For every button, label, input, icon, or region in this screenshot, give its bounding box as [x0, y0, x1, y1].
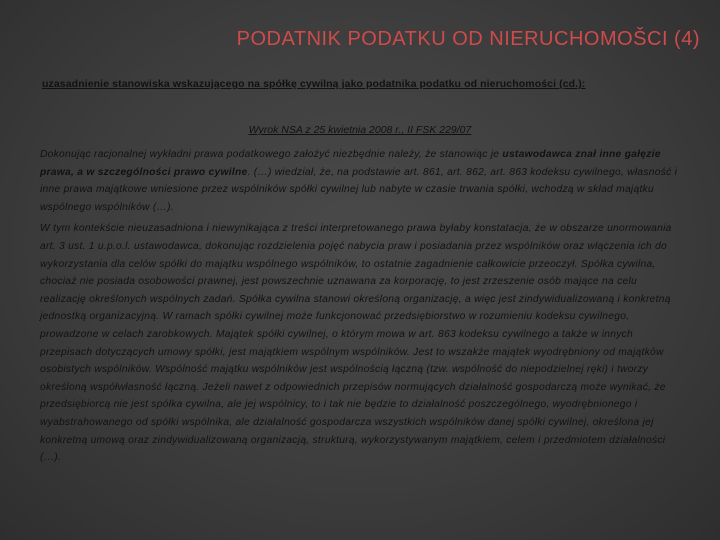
paragraph-1-bold: ustawodawca znał inne gałęzie prawa, a w szczególności prawo cywilne — [40, 149, 661, 178]
slide-title: PODATNIK PODATKU OD NIERUCHOMOŠCI (4) — [236, 28, 700, 50]
paragraph-1-part-2: . (…) wiedział, że, na podstawie art. 861, art. 862, art. 863 kodeksu cywilnego, własność i inne prawa majątkowe wniesione przez wspólników spółki cywilnej lub nabyte w czasie trwania spółki, wchodzą w skład majątku wspólnego wspólników (…). — [40, 166, 678, 213]
paragraph-1-part-1: Dokonując racjonalnej wykładni prawa podatkowego założyć niezbędnie należy, że stanowiąc je — [40, 149, 503, 160]
paragraph-1 — [40, 146, 685, 216]
slide-body — [40, 146, 685, 471]
paragraph-2: W tym kontekście nieuzasadniona i niewynikająca z treści interpretowanego prawa byłaby konstatacja, że w obszarze unormowania art. 3 ust. 1 u.p.o.l. ustawodawca, dokonując rozdzielenia pojęć nabycia praw i posiadania przez wspólników oraz włączenia ich do wykorzystania dla celów spółki do majątku wspólnego wspólników, to ostatnie zagadnienie całkowicie przeoczył. Spółka cywilna, chociaż nie posiada osobowości prawnej, jest powszechnie uznawana za korporację, to jest zrzeszenie osób mające na celu realizację określonych wspólnych zadań. Spółka cywilna stanowi określoną organizację, a więc jest zindywidualizowaną i konkretną jednostką organizacyjną. W ramach spółki cywilnej może funkcjonować przedsiębiorstwo w rozumieniu kodeksu cywilnego, prowadzone w celach zarobkowych. Majątek spółki cywilnej, o którym mowa w art. 863 kodeksu cywilnego a także w innych przepisach dotyczących umowy spółki, jest majątkiem wspólnym wspólników. Jest to wszakże majątek wyodrębniony od majątków osobistych wspólników. Wspólność majątku wspólników jest wspólnością łączną (tzw. wspólność do niepodzielnej ręki) i tworzy określoną współwłasność łączną. Jeżeli nawet z odpowiednich przepisów normujących działalność gospodarczą może wynikać, że przedsiębiorcą nie jest spółka cywilna, ale jej wspólnicy, to i tak nie będzie to działalność poszczególnego, wyodrębnionego i wyabstrahowanego od spółki wspólnika, ale działalność gospodarcza wszystkich wspólników danej spółki cywilnej, określona jej konkretną umową oraz zindywidualizowaną organizacją, strukturą, wykorzystywanym majątkiem, celem i przedmiotem działalności (…). — [40, 223, 672, 464]
slide-subtitle: uzasadnienie stanowiska wskazującego na spółkę cywilną jako podatnika podatku od nieruchomości (cd.): — [42, 78, 586, 90]
judgment-citation: Wyrok NSA z 25 kwietnia 2008 r., II FSK 229/07 — [248, 124, 472, 136]
